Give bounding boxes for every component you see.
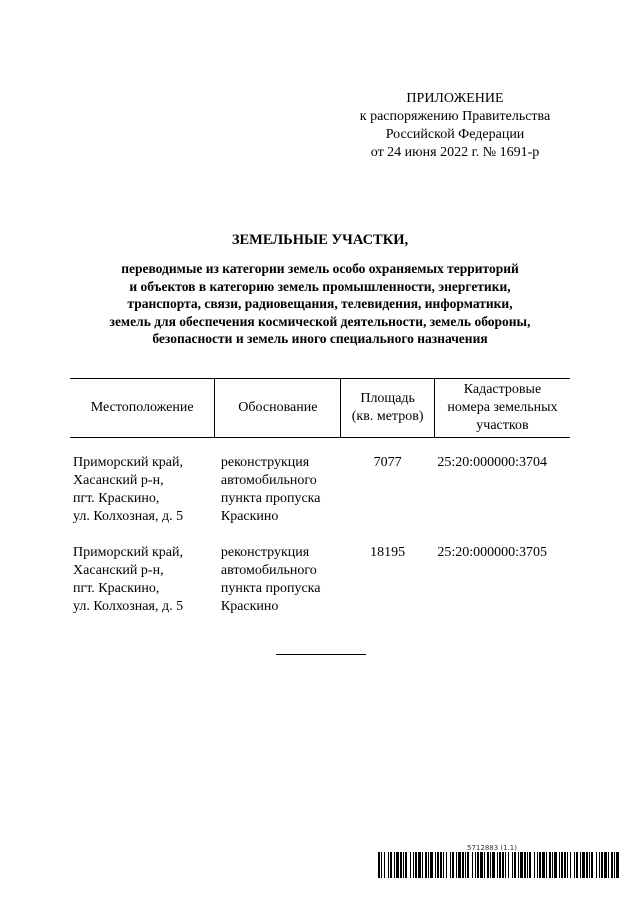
subtitle-line: транспорта, связи, радиовещания, телевидения, информатики, [127,296,513,311]
cell-cadastral: 25:20:000000:3704 [437,455,548,470]
cell-area: 18195 [370,545,406,560]
barcode-icon [378,852,620,878]
document-id: 5712883 (1.1) [467,844,517,852]
cell-area: 7077 [373,455,402,470]
subtitle-line: переводимые из категории земель особо охраняемых территорий [121,261,519,276]
table-row [70,526,570,616]
table-header-row [70,379,570,438]
header-location: Местоположение [70,379,215,438]
cell-basis: реконструкция автомобильного пункта пропуска Краскино [220,455,321,524]
end-separator-line [276,654,366,655]
document-subtitle [40,260,600,348]
header-area: Площадь (кв. метров) [341,379,435,438]
cell-basis: реконструкция автомобильного пункта пропуска Краскино [220,545,321,614]
appendix-label: ПРИЛОЖЕНИЕ [406,91,504,106]
header-cadastral: Кадастровые номера земельных участков [434,379,570,438]
appendix-decree-ref: к распоряжению Правительства [359,109,551,124]
cell-location: Приморский край, Хасанский р-н, пгт. Краскино, ул. Колхозная, д. 5 [73,545,184,614]
land-plots-table [70,378,570,616]
subtitle-line: и объектов в категорию земель промышленности, энергетики, [129,278,511,294]
appendix-header [340,90,570,162]
appendix-date-number: от 24 июня 2022 г. № 1691-р [370,145,540,160]
table-row [70,438,570,527]
cell-cadastral: 25:20:000000:3705 [437,545,548,560]
header-basis: Обоснование [215,379,341,438]
appendix-government: Российской Федерации [385,127,525,142]
subtitle-line: земель для обеспечения космической деятельности, земель обороны, [109,313,531,329]
document-title: ЗЕМЕЛЬНЫЕ УЧАСТКИ, [231,232,409,248]
subtitle-line: безопасности и земель иного специального назначения [152,331,488,346]
cell-location: Приморский край, Хасанский р-н, пгт. Краскино, ул. Колхозная, д. 5 [73,455,184,524]
